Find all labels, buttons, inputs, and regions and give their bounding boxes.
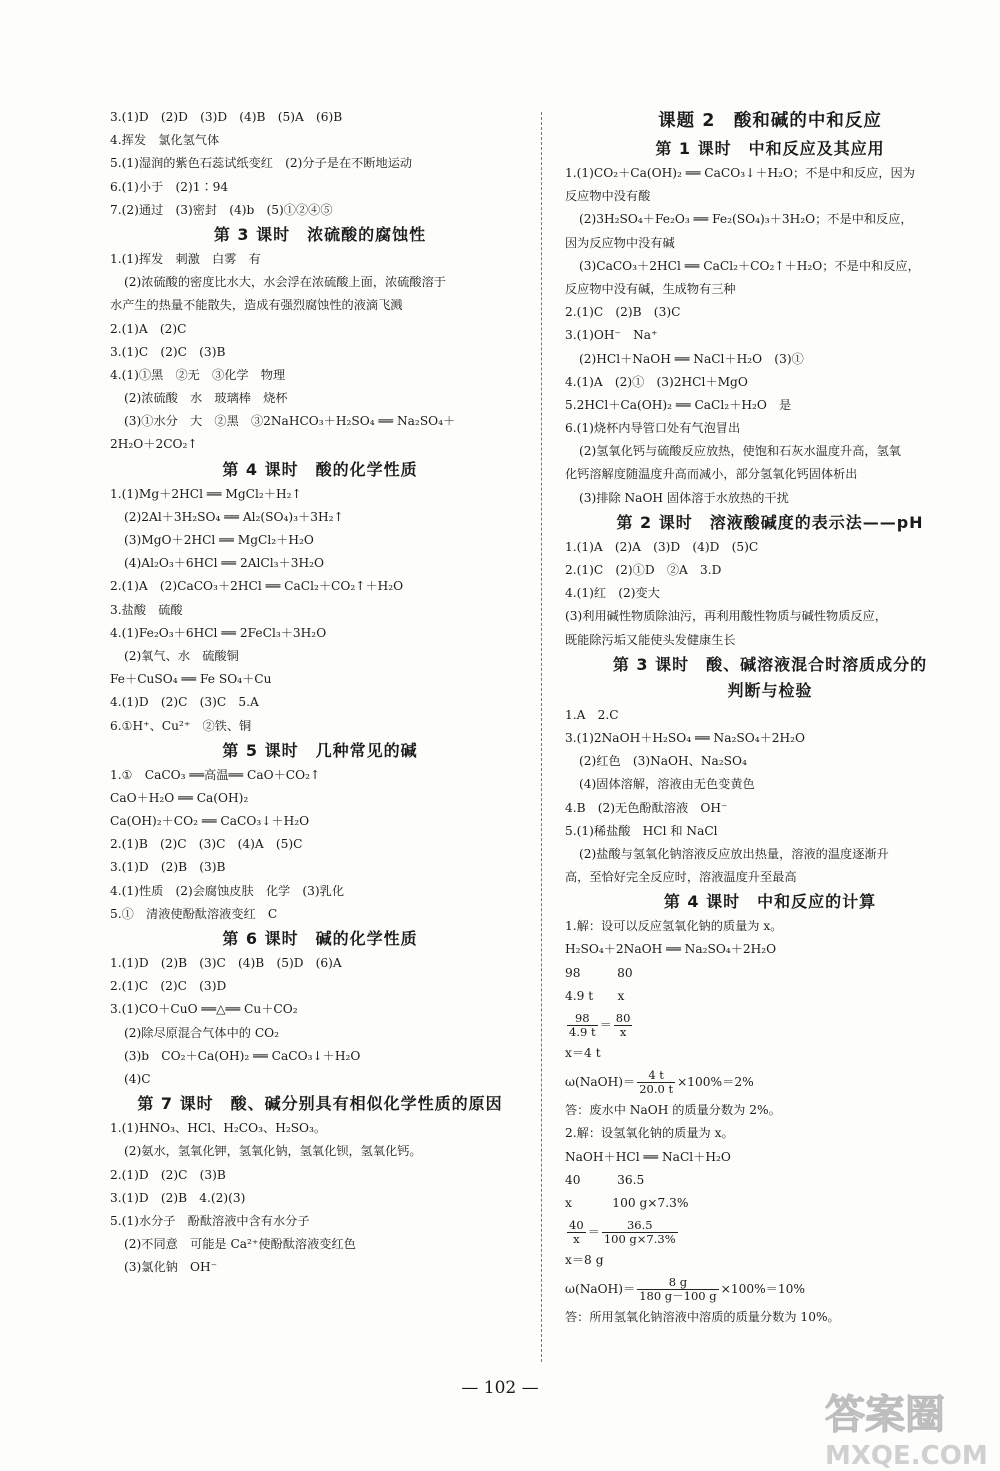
- answer-line: H₂SO₄＋2NaOH ══ Na₂SO₄＋2H₂O: [565, 942, 777, 957]
- answer-line: (3)b CO₂＋Ca(OH)₂ ══ CaCO₃↓＋H₂O: [124, 1048, 361, 1063]
- answer-line: 3.(1)D (2)B 4.(2)(3): [110, 1190, 246, 1205]
- answer-line: x＝8 g: [565, 1253, 604, 1268]
- denominator: 180 g－100 g: [639, 1289, 717, 1304]
- left-column: [110, 106, 530, 1279]
- answer-line: 5.(1)稀盐酸 HCl 和 NaCl: [565, 823, 718, 838]
- answer-line: 2.(1)A (2)CaCO₃＋2HCl ══ CaCl₂＋CO₂↑＋H₂O: [110, 579, 404, 594]
- answer-line: Fe＋CuSO₄ ══ Fe SO₄＋Cu: [110, 672, 272, 687]
- formula-line: [565, 1065, 975, 1099]
- answer-line: (4)Al₂O₃＋6HCl ══ 2AlCl₃＋3H₂O: [124, 556, 324, 571]
- answer-line: (3)氯化钠 OH⁻: [124, 1260, 218, 1275]
- answer-line: 2.(1)C (2)①D ②A 3.D: [565, 563, 722, 577]
- answer-line: (3)利用碱性物质除油污，再利用酸性物质与碱性物质反应，: [565, 609, 887, 624]
- answer-line: 3.(1)OH⁻ Na⁺: [565, 328, 658, 343]
- answer-line: 既能除污垢又能使头发健康生长: [565, 632, 736, 647]
- equals-sign: ＝: [587, 1225, 600, 1240]
- answer-line: 答：所用氢氧化钠溶液中溶质的质量分数为 10%。: [565, 1310, 840, 1325]
- answer-line: 1.A 2.C: [565, 707, 619, 722]
- fraction: [614, 1012, 633, 1039]
- denominator: x: [619, 1025, 627, 1039]
- equals-sign: ＝: [599, 1018, 612, 1032]
- formula-prefix: ω(NaOH)＝: [565, 1282, 636, 1297]
- answer-line: (2)氨水，氢氧化钾，氢氧化钠，氢氧化钡，氢氧化钙。: [124, 1144, 422, 1159]
- answer-line: 4.挥发 氯化氢气体: [110, 133, 220, 148]
- answer-line: 40 36.5: [565, 1172, 645, 1187]
- section-heading: 第 1 课时 中和反应及其应用: [655, 139, 885, 158]
- answer-line: 3.(1)D (2)D (3)D (4)B (5)A (6)B: [110, 110, 343, 124]
- answer-line: 1.(1)挥发 刺激 白雾 有: [110, 251, 261, 266]
- section-heading: 第 5 课时 几种常见的碱: [222, 740, 418, 760]
- watermark-url: MXQE.COM: [825, 1441, 988, 1471]
- numerator: 40: [569, 1218, 584, 1233]
- answer-line: 4.(1)性质 (2)会腐蚀皮肤 化学 (3)乳化: [110, 883, 345, 898]
- answer-line: 5.① 清液使酚酞溶液变红 C: [110, 906, 278, 921]
- formula-line: [565, 1008, 975, 1042]
- numerator: 8 g: [637, 1276, 718, 1290]
- answer-line: 6.①H⁺、Cu²⁺ ②铁、铜: [110, 718, 252, 733]
- answer-line: 6.(1)烧杯内导管口处有气泡冒出: [565, 421, 741, 436]
- section-heading: 第 4 课时 酸的化学性质: [222, 459, 418, 479]
- answer-line: (2)氢氧化钙与硫酸反应放热，使饱和石灰水温度升高，氢氧: [579, 444, 901, 459]
- answer-line: 2.解：设氢氧化钠的质量为 x。: [565, 1126, 734, 1141]
- answer-line: (2)除尽原混合气体中的 CO₂: [124, 1025, 280, 1040]
- answer-line: 1.(1)HNO₃、HCl、H₂CO₃、H₂SO₃。: [110, 1121, 327, 1136]
- answer-line: 5.(1)水分子 酚酞溶液中含有水分子: [110, 1213, 310, 1228]
- formula-line: [565, 1215, 975, 1249]
- fraction: [567, 1219, 586, 1246]
- section-heading: 判断与检验: [727, 680, 813, 700]
- section-heading: 第 2 课时 溶液酸碱度的表示法——pH: [616, 512, 924, 532]
- answer-line: 1.(1)Mg＋2HCl ══ MgCl₂＋H₂↑: [110, 486, 302, 501]
- answer-line: 2H₂O＋2CO₂↑: [110, 437, 198, 452]
- answer-line: 3.(1)CO＋CuO ══△══ Cu＋CO₂: [110, 1002, 298, 1017]
- answer-line: x 100 g×7.3%: [565, 1195, 689, 1210]
- answer-line: NaOH＋HCl ══ NaCl＋H₂O: [565, 1149, 731, 1164]
- answer-line: 1.解：设可以反应氢氧化钠的质量为 x。: [565, 919, 783, 934]
- page-number: — 102 —: [461, 1378, 539, 1398]
- section-heading: 第 4 课时 中和反应的计算: [663, 892, 877, 912]
- answer-line: (2)HCl＋NaOH ══ NaCl＋H₂O (3)①: [579, 351, 804, 366]
- answer-line: 高，至恰好完全反应时，溶液温度升至最高: [565, 870, 797, 885]
- answer-line: 2.(1)A (2)C: [110, 321, 187, 336]
- answer-line: 3.(1)2NaOH＋H₂SO₄ ══ Na₂SO₄＋2H₂O: [565, 730, 806, 745]
- watermark-label: 答案圈: [825, 1392, 945, 1438]
- answer-line: (2)盐酸与氢氧化钠溶液反应放出热量，溶液的温度逐渐升: [579, 846, 889, 861]
- answer-line: 4.(1)红 (2)变大: [565, 586, 660, 601]
- answer-line: 1.① CaCO₃ ══高温══ CaO＋CO₂↑: [110, 767, 321, 782]
- formula-suffix: ×100%＝2%: [677, 1075, 754, 1090]
- answer-line: 因为反应物中没有碱: [565, 235, 675, 250]
- answer-line: 反应物中没有酸: [565, 189, 651, 204]
- fraction: [637, 1069, 675, 1096]
- answer-line: 4.B (2)无色酚酞溶液 OH⁻: [565, 800, 728, 815]
- numerator: 80: [615, 1011, 631, 1025]
- answer-line: (3)MgO＋2HCl ══ MgCl₂＋H₂O: [124, 533, 314, 547]
- section-heading: 第 3 课时 浓硫酸的腐蚀性: [213, 224, 427, 244]
- answer-line: 98 80: [565, 965, 633, 980]
- answer-line: (2)浓硫酸的密度比水大，水会浮在浓硫酸上面，浓硫酸溶于: [124, 275, 446, 290]
- answer-line: (2)不同意 可能是 Ca²⁺使酚酞溶液变红色: [124, 1237, 356, 1252]
- fraction: [567, 1012, 598, 1039]
- answer-line: 5.(1)湿润的紫色石蕊试纸变红 (2)分子是在不断地运动: [110, 156, 413, 171]
- answer-line: 3.(1)D (2)B (3)B: [110, 860, 226, 875]
- answer-line: 2.(1)D (2)C (3)B: [110, 1167, 226, 1182]
- answer-line: 1.(1)CO₂＋Ca(OH)₂ ══ CaCO₃↓＋H₂O；不是中和反应，因为: [565, 166, 915, 180]
- formula-line: [565, 1272, 975, 1306]
- answer-line: 反应物中没有碱，生成物有三种: [565, 281, 736, 296]
- answer-line: 4.(1)D (2)C (3)C 5.A: [110, 695, 259, 710]
- answer-line: Ca(OH)₂＋CO₂ ══ CaCO₃↓＋H₂O: [110, 814, 310, 829]
- answer-line: (4)固体溶解，溶液由无色变黄色: [579, 777, 755, 792]
- answer-line: 1.(1)A (2)A (3)D (4)D (5)C: [565, 539, 759, 554]
- answer-line: (4)C: [124, 1071, 151, 1086]
- answer-line: 3.(1)C (2)C (3)B: [110, 344, 226, 359]
- answer-line: x＝4 t: [565, 1046, 601, 1060]
- section-heading: 第 3 课时 酸、碱溶液混合时溶质成分的: [612, 654, 928, 674]
- fraction: [602, 1219, 678, 1246]
- right-column: [565, 106, 975, 1330]
- answer-line: 4.(1)①黑 ②无 ③化学 物理: [110, 367, 286, 382]
- answer-line: 6.(1)小于 (2)1∶94: [110, 179, 229, 194]
- answer-line: (3)CaCO₃＋2HCl ══ CaCl₂＋CO₂↑＋H₂O；不是中和反应，: [579, 258, 920, 273]
- answer-line: 4.(1)A (2)① (3)2HCl＋MgO: [565, 374, 748, 389]
- answer-line: (2)3H₂SO₄＋Fe₂O₃ ══ Fe₂(SO₄)₃＋3H₂O；不是中和反应，: [579, 212, 913, 227]
- answer-line: 4.9 t x: [565, 988, 625, 1003]
- watermark-logo: [805, 1380, 1000, 1471]
- answer-line: 3.盐酸 硫酸: [110, 602, 183, 617]
- answer-line: (2)浓硫酸 水 玻璃棒 烧杯: [124, 391, 288, 406]
- answer-line: (3)①水分 大 ②黑 ③2NaHCO₃＋H₂SO₄ ══ Na₂SO₄＋: [124, 414, 456, 429]
- numerator: 4 t: [637, 1069, 675, 1083]
- section-heading: 第 6 课时 碱的化学性质: [222, 929, 418, 948]
- denominator: 100 g×7.3%: [603, 1232, 676, 1247]
- formula-prefix: ω(NaOH)＝: [565, 1075, 636, 1090]
- column-divider: [541, 112, 542, 1362]
- denominator: x: [573, 1232, 580, 1247]
- answer-line: 1.(1)D (2)B (3)C (4)B (5)D (6)A: [110, 956, 342, 970]
- answer-line: (2)氧气、水 硫酸铜: [124, 648, 239, 663]
- numerator: 36.5: [602, 1219, 678, 1233]
- formula-suffix: ×100%＝10%: [720, 1282, 805, 1297]
- answer-line: 2.(1)C (2)C (3)D: [110, 979, 227, 994]
- answer-line: 水产生的热量不能散失，造成有强烈腐蚀性的液滴飞溅: [110, 298, 403, 313]
- answer-line: 答：废水中 NaOH 的质量分数为 2%。: [565, 1103, 781, 1118]
- answer-line: 化钙溶解度随温度升高而减小，部分氢氧化钙固体析出: [565, 467, 858, 482]
- denominator: 20.0 t: [639, 1082, 674, 1097]
- answer-line: (2)红色 (3)NaOH、Na₂SO₄: [579, 754, 747, 769]
- answer-line: CaO＋H₂O ══ Ca(OH)₂: [110, 790, 249, 805]
- section-heading: 课题 2 酸和碱的中和反应: [658, 111, 882, 131]
- answer-line: 2.(1)B (2)C (3)C (4)A (5)C: [110, 837, 303, 852]
- answer-line: 4.(1)Fe₂O₃＋6HCl ══ 2FeCl₃＋3H₂O: [110, 625, 327, 640]
- answer-line: 7.(2)通过 (3)密封 (4)b (5)①②④⑤: [110, 202, 333, 217]
- answer-line: (3)排除 NaOH 固体溶于水放热的干扰: [579, 490, 789, 505]
- section-heading: 第 7 课时 酸、碱分别具有相似化学性质的原因: [137, 1094, 503, 1114]
- fraction: [637, 1276, 718, 1303]
- numerator: 98: [567, 1012, 598, 1026]
- answer-line: 5.2HCl＋Ca(OH)₂ ══ CaCl₂＋H₂O 是: [565, 397, 792, 412]
- answer-line: 2.(1)C (2)B (3)C: [565, 305, 681, 320]
- denominator: 4.9 t: [569, 1025, 596, 1039]
- answer-line: (2)2Al＋3H₂SO₄ ══ Al₂(SO₄)₃＋3H₂↑: [124, 509, 344, 524]
